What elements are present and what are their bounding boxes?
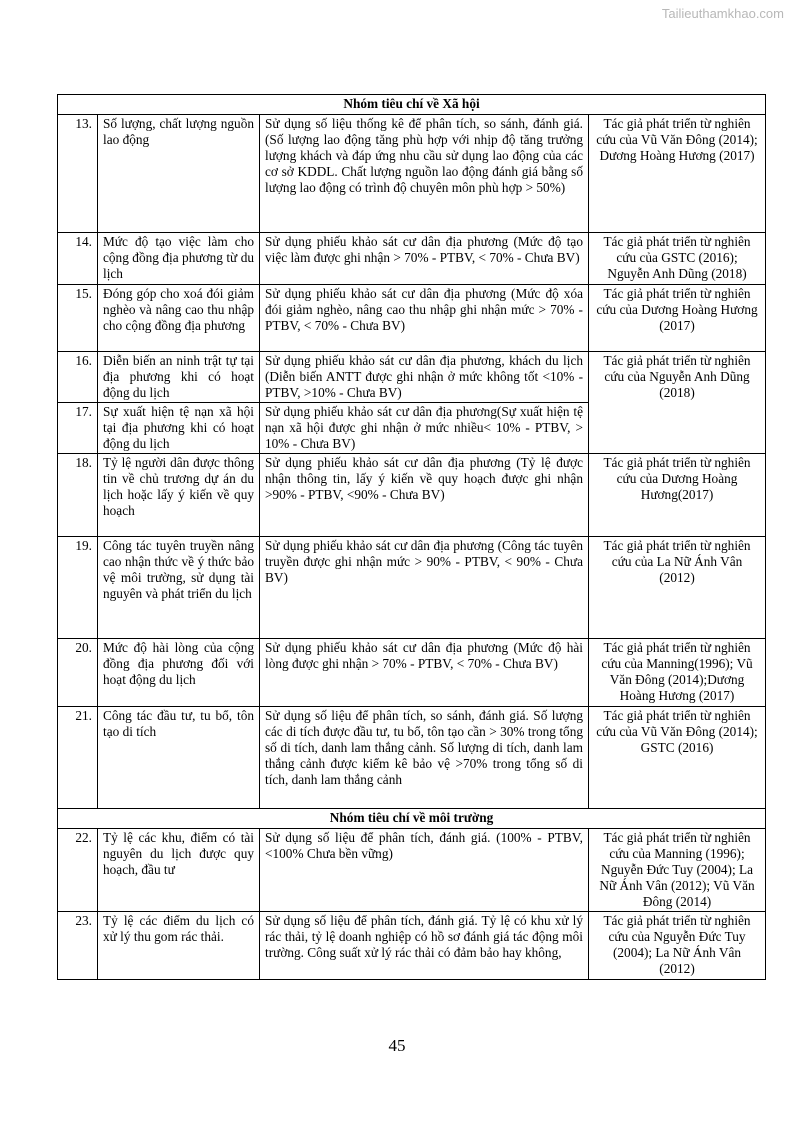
evaluation-method: Sử dụng phiếu khảo sát cư dân địa phương (Mức độ tạo việc làm được ghi nhận > 70% - PTBV, < 70% - Chưa BV) xyxy=(260,233,589,285)
row-number: 23. xyxy=(58,912,98,980)
watermark: Tailieuthamkhao.com xyxy=(661,6,784,21)
group-header-row xyxy=(58,95,766,115)
row-number: 14. xyxy=(58,233,98,285)
criterion-name: Tỷ lệ các khu, điểm có tài nguyên du lịch được quy hoạch, đầu tư xyxy=(98,829,260,912)
source-citation: Tác giả phát triển từ nghiên cứu của Nguyễn Anh Dũng (2018) xyxy=(589,352,766,454)
source-citation: Tác giả phát triển từ nghiên cứu của Manning(1996); Vũ Văn Đông (2014);Dương Hoàng Hương (2017) xyxy=(589,639,766,707)
evaluation-method: Sử dụng số liệu thống kê để phân tích, so sánh, đánh giá. (Số lượng lao động tăng phù hợp với nhịp độ tăng trưởng lượng khách và đáp ứng nhu cầu sử dụng lao động của các cơ sở KDDL. Chất lượng nguồn lao động đánh giá bằng số lượng lao động có trình độ chuyên môn phù hợp > 50%) xyxy=(260,115,589,233)
row-number: 13. xyxy=(58,115,98,233)
criterion-name: Tỷ lệ người dân được thông tin về chủ trương dự án du lịch hoặc lấy ý kiến về quy hoạch xyxy=(98,454,260,537)
table-row xyxy=(58,454,766,537)
table-row xyxy=(58,115,766,233)
row-number: 22. xyxy=(58,829,98,912)
source-citation: Tác giả phát triển từ nghiên cứu của Dương Hoàng Hương(2017) xyxy=(589,454,766,537)
row-number: 21. xyxy=(58,707,98,809)
evaluation-method: Sử dụng số liệu để phân tích, so sánh, đánh giá. Số lượng các di tích được đầu tư, tu bổ, tôn tạo cần > 30% trong tổng số di tích, danh lam thắng cảnh. Số lượng di tích, danh lam thắng cảnh được kiểm kê bảo vệ >70% trong tổng số di tích, danh lam thắng cảnh xyxy=(260,707,589,809)
evaluation-method: Sử dụng phiếu khảo sát cư dân địa phương (Mức độ hài lòng được ghi nhận > 70% - PTBV, < 70% - Chưa BV) xyxy=(260,639,589,707)
source-citation: Tác giả phát triển từ nghiên cứu của Nguyễn Đức Tuy (2004); La Nữ Ánh Vân (2012) xyxy=(589,912,766,980)
evaluation-method: Sử dụng số liệu để phân tích, đánh giá. (100% - PTBV, <100% Chưa bền vững) xyxy=(260,829,589,912)
table-row xyxy=(58,639,766,707)
table-row xyxy=(58,707,766,809)
source-citation: Tác giả phát triển từ nghiên cứu của La Nữ Ánh Vân (2012) xyxy=(589,537,766,639)
table-row xyxy=(58,912,766,980)
criterion-name: Công tác tuyên truyền nâng cao nhận thức về ý thức bảo vệ môi trường, sử dụng tài nguyên và phát triển du lịch xyxy=(98,537,260,639)
row-number: 18. xyxy=(58,454,98,537)
criterion-name: Số lượng, chất lượng nguồn lao động xyxy=(98,115,260,233)
evaluation-method: Sử dụng phiếu khảo sát cư dân địa phương, khách du lịch (Diễn biến ANTT được ghi nhận ở mức không tốt <10% - PTBV, >10% - Chưa BV) xyxy=(260,352,589,403)
evaluation-method: Sử dụng phiếu khảo sát cư dân địa phương (Công tác tuyên truyền được ghi nhận mức > 90% - PTBV, < 90% - Chưa BV) xyxy=(260,537,589,639)
group-header-row xyxy=(58,809,766,829)
evaluation-method: Sử dụng phiếu khảo sát cư dân địa phương (Mức độ xóa đói giảm nghèo, nâng cao thu nhập ghi nhận mức > 70% - PTBV, < 70% - Chưa BV) xyxy=(260,285,589,352)
group-title-environment: Nhóm tiêu chí về môi trường xyxy=(58,809,766,829)
criterion-name: Diễn biến an ninh trật tự tại địa phương khi có hoạt động du lịch xyxy=(98,352,260,403)
table-row xyxy=(58,352,766,403)
evaluation-method: Sử dụng phiếu khảo sát cư dân địa phương(Sự xuất hiện tệ nạn xã hội được ghi nhận ở mức nhiều< 10% - PTBV, > 10% - Chưa BV) xyxy=(260,403,589,454)
source-citation: Tác giả phát triển từ nghiên cứu của Vũ Văn Đông (2014); GSTC (2016) xyxy=(589,707,766,809)
evaluation-method: Sử dụng số liệu để phân tích, đánh giá. Tỷ lệ có khu xử lý rác thải, tỷ lệ doanh nghiệp có hồ sơ đánh giá tác động môi trường. Công suất xử lý rác thải có đảm bảo hay không, xyxy=(260,912,589,980)
criterion-name: Tỷ lệ các điểm du lịch có xử lý thu gom rác thải. xyxy=(98,912,260,980)
source-citation: Tác giả phát triển từ nghiên cứu của Dương Hoàng Hương (2017) xyxy=(589,285,766,352)
page-number: 45 xyxy=(388,1036,406,1055)
group-title-social: Nhóm tiêu chí về Xã hội xyxy=(58,95,766,115)
row-number: 20. xyxy=(58,639,98,707)
table-row xyxy=(58,537,766,639)
row-number: 16. xyxy=(58,352,98,403)
criterion-name: Công tác đầu tư, tu bổ, tôn tạo di tích xyxy=(98,707,260,809)
table-row xyxy=(58,233,766,285)
row-number: 15. xyxy=(58,285,98,352)
criterion-name: Mức độ tạo việc làm cho cộng đồng địa phương từ du lịch xyxy=(98,233,260,285)
evaluation-method: Sử dụng phiếu khảo sát cư dân địa phương (Tỷ lệ được nhận thông tin, lấy ý kiến về quy hoạch được ghi nhận >90% - PTBV, <90% - Chưa BV) xyxy=(260,454,589,537)
criterion-name: Mức độ hài lòng của cộng đồng địa phương đối với hoạt động du lịch xyxy=(98,639,260,707)
table-row xyxy=(58,285,766,352)
row-number: 19. xyxy=(58,537,98,639)
criteria-table xyxy=(57,94,766,980)
source-citation: Tác giả phát triển từ nghiên cứu của Vũ Văn Đông (2014); Dương Hoàng Hương (2017) xyxy=(589,115,766,233)
criterion-name: Đóng góp cho xoá đói giảm nghèo và nâng cao thu nhập cho cộng đồng địa phương xyxy=(98,285,260,352)
source-citation: Tác giả phát triển từ nghiên cứu của Manning (1996); Nguyễn Đức Tuy (2004); La Nữ Ánh Vân (2012); Vũ Văn Đông (2014) xyxy=(589,829,766,912)
source-citation: Tác giả phát triển từ nghiên cứu của GSTC (2016); Nguyễn Anh Dũng (2018) xyxy=(589,233,766,285)
table-row xyxy=(58,829,766,912)
row-number: 17. xyxy=(58,403,98,454)
criterion-name: Sự xuất hiện tệ nạn xã hội tại địa phương khi có hoạt động du lịch xyxy=(98,403,260,454)
